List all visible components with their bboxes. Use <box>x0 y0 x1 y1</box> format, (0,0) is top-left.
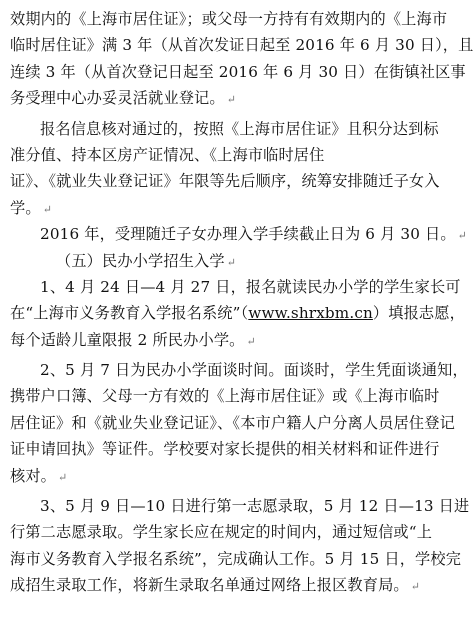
text-line: 携带户口簿、父母一方有效的《上海市居住证》或《上海市临时 <box>10 387 440 406</box>
text-line: 成招生录取工作，将新生录取名单通过网络上报区教育局。 ↵ <box>10 576 421 595</box>
section-heading: （五）民办小学招生入学 ↵ <box>56 251 237 270</box>
text-line: 海市义务教育入学报名系统”，完成确认工作。5 月 15 日，学校完 <box>10 549 462 568</box>
text-line: 在“上海市义务教育入学报名系统”（www.shrxbm.cn）填报志愿， <box>10 304 465 323</box>
text-line: 每个适龄儿童限报 2 所民办小学。 ↵ <box>10 330 256 349</box>
text-line: 准分值、持本区房产证情况、《上海市临时居住 <box>10 145 325 164</box>
registration-link[interactable]: www.shrxbm.cn <box>248 304 373 323</box>
text-line: 报名信息核对通过的，按照《上海市居住证》且积分达到标 <box>40 119 439 138</box>
text-line: 核对。 ↵ <box>10 466 68 485</box>
paragraph-mark-icon: ↵ <box>457 229 468 243</box>
text-line: 证》、《就业失业登记证》年限等先后顺序，统筹安排随迁子女入 <box>10 172 440 191</box>
text-line: 1、4 月 24 日—4 月 27 日，报名就读民办小学的学生家长可 <box>40 277 461 296</box>
text-line: 连续 3 年（从首次登记日起至 2016 年 6 月 30 日）在街镇社区事 <box>10 62 466 81</box>
text-line: 效期内的《上海市居住证》；或父母一方持有有效期内的《上海市 <box>10 10 448 28</box>
text-line: 2、5 月 7 日为民办小学面谈时间。面谈时，学生凭面谈通知， <box>40 361 468 380</box>
text-line: 行第二志愿录取。学生家长应在规定的时间内，通过短信或“上 <box>10 523 433 542</box>
text-line: 3、5 月 9 日—10 日进行第一志愿录取，5 月 12 日—13 日进 <box>40 497 470 516</box>
text-line: 居住证》和《就业失业登记证》、《本市户籍人户分离人员居住登记 <box>10 413 455 432</box>
text-line: 证申请回执》等证件。学校要对家长提供的相关材料和证件进行 <box>10 440 440 459</box>
paragraph-mark-icon: ↵ <box>42 202 53 216</box>
paragraph-mark-icon: ↵ <box>410 580 421 594</box>
text-line: 2016 年，受理随迁子女办理入学手续截止日为 6 月 30 日。 ↵ <box>40 225 468 244</box>
paragraph-mark-icon: ↵ <box>58 470 68 484</box>
text-line: 务受理中心办妥灵活就业登记。 ↵ <box>10 89 237 108</box>
text-line: 学。 ↵ <box>10 198 53 217</box>
paragraph-mark-icon: ↵ <box>246 334 256 348</box>
paragraph-mark-icon: ↵ <box>226 93 237 107</box>
paragraph-mark-icon: ↵ <box>226 255 237 269</box>
text-line: 临时居住证》满 3 年（从首次发证日起至 2016 年 6 月 30 日），且 <box>10 36 474 55</box>
